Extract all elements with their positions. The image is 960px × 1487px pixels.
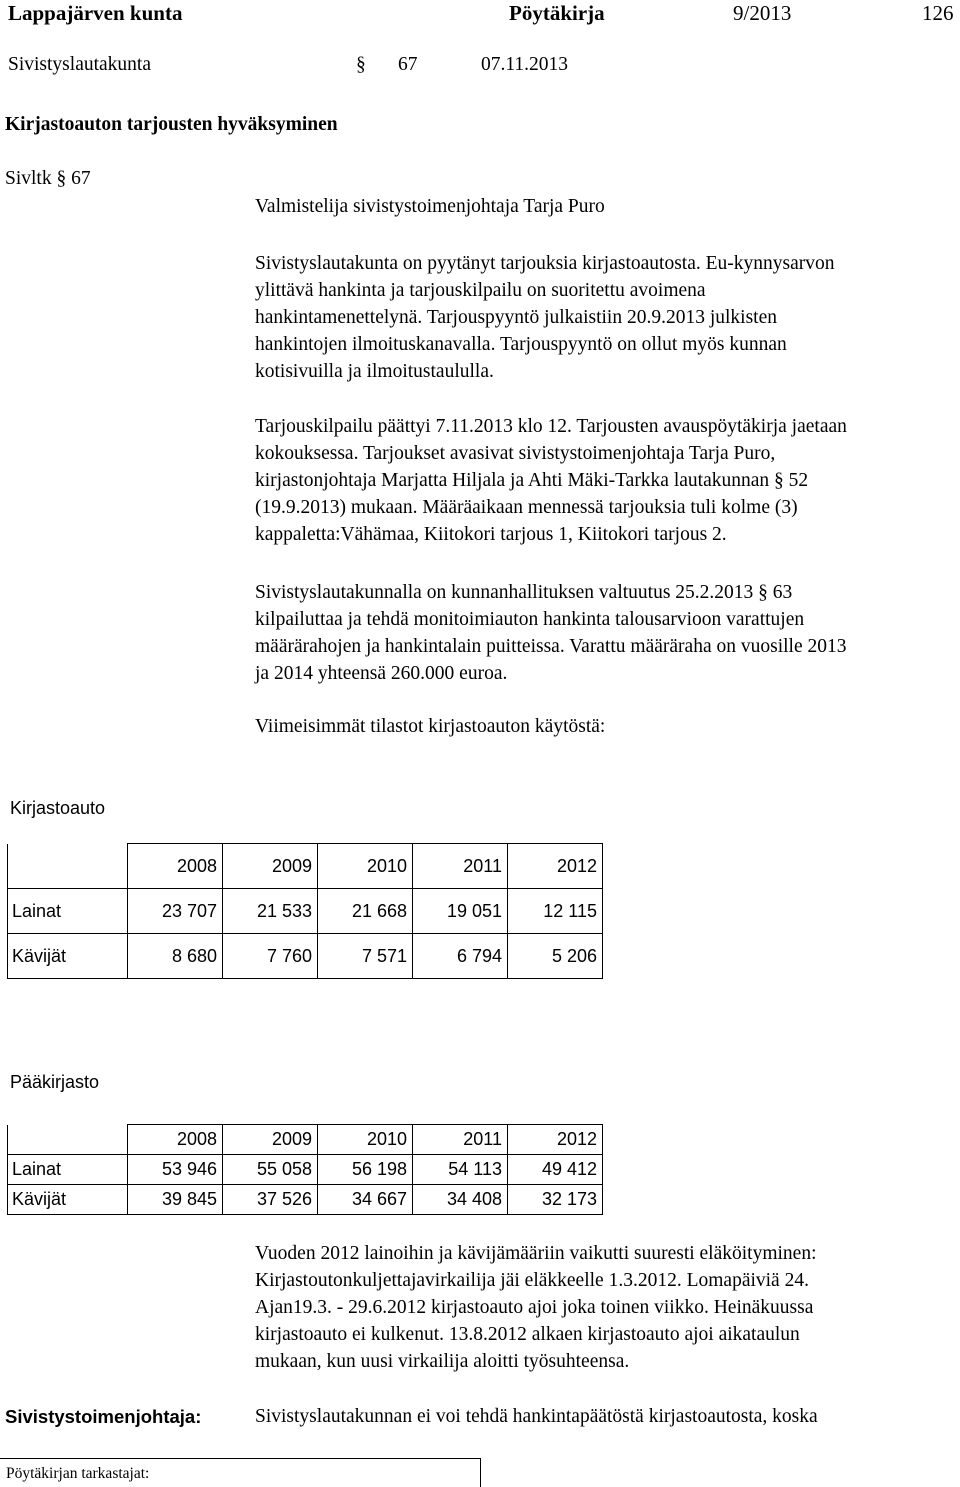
meeting-date: 07.11.2013	[481, 54, 569, 75]
table-cell: 19 051	[413, 889, 508, 934]
year-header: 2008	[128, 844, 223, 889]
paragraph-retirement-impact	[255, 1240, 955, 1375]
row-label: Lainat	[8, 889, 128, 934]
text-line: Sivistyslautakunnalla on kunnanhallituksen valtuutus 25.2.2013 § 63	[255, 582, 793, 603]
table-caption-main-library: Pääkirjasto	[10, 1072, 100, 1092]
text-line: mukaan, kun uusi virkailija aloitti työsuhteensa.	[255, 1351, 630, 1372]
table-corner-cell	[8, 1125, 128, 1155]
section-label: Sivltk § 67	[5, 168, 91, 189]
table-cell: 7 760	[223, 934, 318, 979]
paragraph-tender-results	[255, 413, 955, 548]
text-line: Vuoden 2012 lainoihin ja kävijämääriin vaikutti suuresti eläköityminen:	[255, 1243, 817, 1264]
text-line: (19.9.2013) mukaan. Määräaikaan mennessä tarjouksia tuli kolme (3)	[255, 497, 798, 518]
table-cell: 49 412	[508, 1155, 603, 1185]
table-cell: 34 408	[413, 1185, 508, 1215]
year-header: 2012	[508, 1125, 603, 1155]
text-line: Kirjastoutonkuljettajavirkailija jäi eläkkeelle 1.3.2012. Lomapäiviä 24.	[255, 1270, 809, 1291]
text-line: kotisivuilla ja ilmoitustaululla.	[255, 361, 494, 382]
year-header: 2008	[128, 1125, 223, 1155]
table-cell: 8 680	[128, 934, 223, 979]
paragraph-tender-request	[255, 250, 955, 385]
text-line: hankintamenettelynä. Tarjouspyyntö julkaistiin 20.9.2013 julkisten	[255, 307, 777, 328]
table-row	[8, 934, 603, 979]
stats-intro: Viimeisimmät tilastot kirjastoauton käytöstä:	[255, 716, 606, 737]
year-header: 2011	[413, 1125, 508, 1155]
year-header: 2009	[223, 844, 318, 889]
table-row	[8, 889, 603, 934]
year-header: 2009	[223, 1125, 318, 1155]
year-header: 2012	[508, 844, 603, 889]
paragraph-budget	[255, 579, 955, 687]
text-line: hankintojen ilmoituskanavalla. Tarjouspyyntö on ollut myös kunnan	[255, 334, 787, 355]
table-row	[8, 1185, 603, 1215]
table-cell: 34 667	[318, 1185, 413, 1215]
table-row	[8, 1155, 603, 1185]
committee-name: Sivistyslautakunta	[8, 54, 151, 75]
text-line: ja 2014 yhteensä 260.000 euroa.	[255, 663, 508, 684]
table-cell: 39 845	[128, 1185, 223, 1215]
text-line: kilpailuttaa ja tehdä monitoimiauton hankinta talousarvioon varattujen	[255, 609, 805, 630]
table-cell: 5 206	[508, 934, 603, 979]
table-cell: 12 115	[508, 889, 603, 934]
doc-type: Pöytäkirja	[509, 1, 605, 25]
proposal-label: Sivistystoimenjohtaja:	[5, 1406, 202, 1427]
row-label: Lainat	[8, 1155, 128, 1185]
text-line: kirjastoauto ei kulkenut. 13.8.2012 alkaen kirjastoauto ajoi aikataulun	[255, 1324, 800, 1345]
footer-label: Pöytäkirjan tarkastajat:	[6, 1465, 150, 1482]
table-cell: 56 198	[318, 1155, 413, 1185]
table-cell: 54 113	[413, 1155, 508, 1185]
table-cell: 55 058	[223, 1155, 318, 1185]
table-caption-bookmobile: Kirjastoauto	[10, 798, 106, 818]
page-number: 126	[922, 1, 954, 25]
table-cell: 6 794	[413, 934, 508, 979]
text-line: määrärahojen ja hankintalain puitteissa. Varattu määräraha on vuosille 2013	[255, 636, 847, 657]
table-cell: 32 173	[508, 1185, 603, 1215]
issue-number: 9/2013	[733, 1, 792, 25]
section-sign-icon: §	[356, 54, 366, 75]
table-cell: 53 946	[128, 1155, 223, 1185]
year-header: 2010	[318, 844, 413, 889]
bookmobile-stats-table	[7, 843, 603, 979]
preparer-line: Valmistelija sivistystoimenjohtaja Tarja Puro	[255, 196, 605, 217]
text-line: kappaletta:Vähämaa, Kiitokori tarjous 1, Kiitokori tarjous 2.	[255, 524, 727, 545]
table-cell: 21 668	[318, 889, 413, 934]
text-line: Sivistyslautakunta on pyytänyt tarjouksia kirjastoautosta. Eu-kynnysarvon	[255, 253, 835, 274]
row-label: Kävijät	[8, 934, 128, 979]
year-header: 2011	[413, 844, 508, 889]
table-cell: 23 707	[128, 889, 223, 934]
proposal-text: Sivistyslautakunnan ei voi tehdä hankintapäätöstä kirjastoautosta, koska	[255, 1406, 818, 1427]
org-name: Lappajärven kunta	[8, 1, 183, 25]
row-label: Kävijät	[8, 1185, 128, 1215]
page-title: Kirjastoauton tarjousten hyväksyminen	[5, 114, 338, 135]
table-cell: 21 533	[223, 889, 318, 934]
section-number: 67	[398, 54, 418, 75]
table-cell: 7 571	[318, 934, 413, 979]
text-line: kirjastonjohtaja Marjatta Hiljala ja Ahti Mäki-Tarkka lautakunnan § 52	[255, 470, 809, 491]
year-header: 2010	[318, 1125, 413, 1155]
text-line: Ajan19.3. - 29.6.2012 kirjastoauto ajoi joka toinen viikko. Heinäkuussa	[255, 1297, 814, 1318]
main-library-stats-table	[7, 1124, 603, 1215]
table-cell: 37 526	[223, 1185, 318, 1215]
table-corner-cell	[8, 844, 128, 889]
text-line: kokouksessa. Tarjoukset avasivat sivistystoimenjohtaja Tarja Puro,	[255, 443, 776, 464]
text-line: ylittävä hankinta ja tarjouskilpailu on suoritettu avoimena	[255, 280, 706, 301]
text-line: Tarjouskilpailu päättyi 7.11.2013 klo 12. Tarjousten avauspöytäkirja jaetaan	[255, 416, 847, 437]
